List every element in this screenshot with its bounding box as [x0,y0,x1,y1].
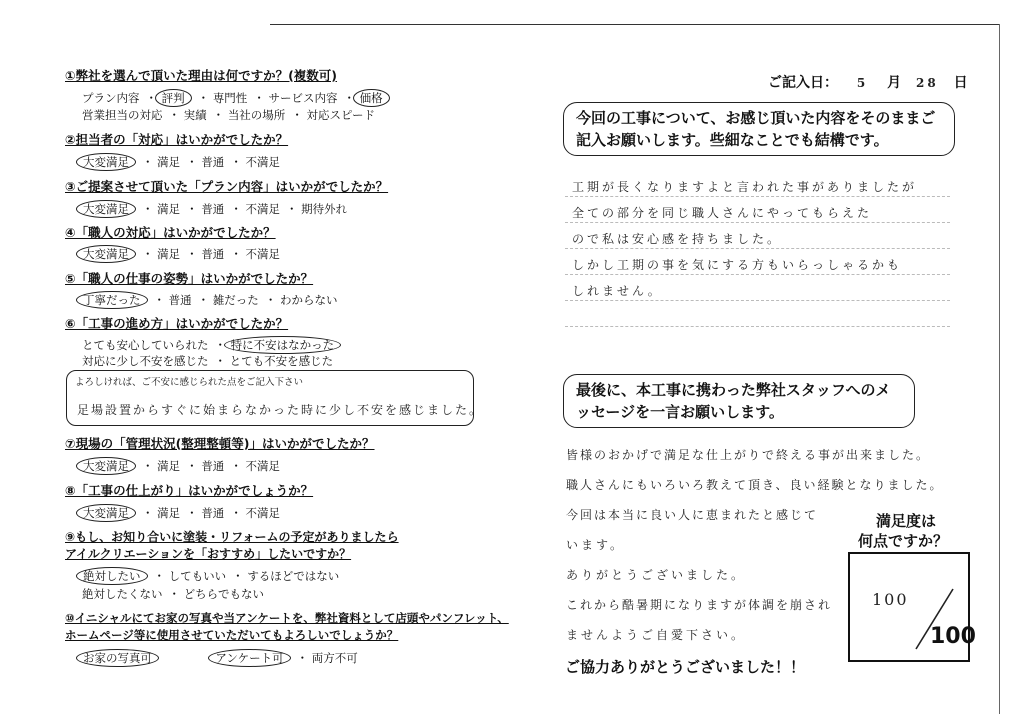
question-6-comment-box [66,370,484,426]
option: 不満足 [245,202,280,216]
question-9-options-row2: 絶対したくない ・ どちらでもない [82,587,265,601]
question-2-options: 大変満足 ・ 満足 ・ 普通 ・ 不満足 [82,154,286,170]
comment-prompt: よろしければ、ご不安に感じられた点をご記入下さい [75,377,304,388]
option-circled: 特に不安はなかった [224,336,342,354]
option-circled: 丁寧だった [76,291,148,309]
message-line-2: 職人さんにもいろいろ教えて頂き、良い経験となりました。 [566,478,944,492]
option: 不満足 [245,155,280,169]
option-circled: 大変満足 [76,153,136,171]
option: 対応に少し不安を感じた [82,354,209,368]
option-circled: 評判 [155,89,192,107]
option: 普通 [201,506,225,520]
message-line-3: 今回は本当に良い人に恵まれたと感じて [566,508,819,522]
score-label-1: 満足度は [876,512,937,530]
option: 両方不可 [311,651,358,665]
question-9-title-line1: ⑨もし、お知り合いに塗装・リフォームの予定がありましたら [65,530,399,544]
question-9-options-row1: 絶対したい ・ してもいい ・ するほどではない [82,568,345,584]
question-4-options: 大変満足 ・ 満足 ・ 普通 ・ 不満足 [82,246,286,262]
message-line-5: ありがとうございました。 [566,568,747,582]
date-day-unit: 日 [953,75,968,91]
option: 対応スピード [306,108,376,122]
question-2-title: ②担当者の「対応」はいかがでしたか？ [65,132,289,147]
option: とても安心していられた [82,338,209,352]
option: 満足 [157,247,181,261]
option: 満足 [157,459,181,473]
option: 不満足 [245,247,280,261]
question-5-title: ⑤「職人の仕事の姿勢」はいかがでしたか？ [65,271,314,286]
score-label-2: 何点ですか？ [858,532,949,550]
question-8-title: ⑧「工事の仕上がり」はいかがでしょうか？ [65,483,314,498]
score-box [848,552,976,662]
message-line-1: 皆様のおかげで満足な仕上がりで終える事が出来ました。 [566,448,931,462]
question-1-options-row2: 営業担当の対応 ・ 実績 ・ 当社の場所 ・ 対応スピード [82,108,376,122]
ruled-line [565,326,950,327]
option: 満足 [157,155,181,169]
option: 満足 [157,506,181,520]
question-1-title: ①弊社を選んで頂いた理由は何ですか？(複数可) [65,68,338,83]
feedback-line-4: しかし工期の事を気にする方もいらっしゃるかも [572,258,903,272]
ruled-line [565,222,950,223]
date-day: 28 [915,76,939,90]
question-10-options: お家の写真可 アンケート可 ・ 両方不可 [82,650,364,666]
question-3-title: ③ご提案させて頂いた「プラン内容」はいかがでしたか？ [65,179,389,194]
option: 普通 [201,202,225,216]
option: 専門性 [212,91,248,105]
option-circled: アンケート可 [208,649,290,667]
question-9-title-line2: アイルクリエーションを「おすすめ」したいですか？ [65,547,352,561]
feedback-line-2: 全ての部分を同じ職人さんにやってもらえた [572,206,873,220]
feedback-prompt-box: 今回の工事について、お感じ頂いた内容をそのままご記入お願いします。些細なことでも結構です。 [563,102,955,156]
option: とても不安を感じた [229,354,334,368]
option: 期待外れ [301,202,348,216]
option: わからない [279,293,338,307]
option-circled: 大変満足 [76,504,136,522]
option-circled: 大変満足 [76,245,136,263]
option: 普通 [201,247,225,261]
option-circled: 大変満足 [76,200,136,218]
question-10-title-line2: ホームページ等に使用させていただいてもよろしいでしょうか？ [65,628,399,642]
ruled-line [565,274,950,275]
question-6-options-row1: とても安心していられた ・ 特に不安はなかった [82,337,347,353]
message-prompt-box: 最後に、本工事に携わった弊社スタッフへのメッセージを一言お願いします。 [563,374,915,428]
question-10-title-line1: ⑩イニシャルにてお家の写真や当アンケートを、弊社資料として店頭やパンフレット、 [65,611,509,625]
option: 雑だった [212,293,259,307]
option-circled: お家の写真可 [76,649,159,667]
option: プラン内容 [82,91,140,105]
question-8-options: 大変満足 ・ 満足 ・ 普通 ・ 不満足 [82,505,286,521]
option: 普通 [168,293,192,307]
option: 不満足 [245,506,280,520]
score-max: 100 [930,624,976,649]
option: 絶対したくない [82,587,163,601]
comment-answer: 足場設置からすぐに始まらなかった時に少し不安を感じました。 [77,403,484,417]
question-6-title: ⑥「工事の進め方」はいかがでしたか？ [65,316,289,331]
message-line-7: ませんようご自愛下さい。 [566,628,747,642]
feedback-line-1: 工期が長くなりますよと言われた事がありましたが [572,180,918,194]
option: するほどではない [247,569,340,583]
question-1-options-row1: プラン内容 ・ 評判 ・ 専門性 ・ サービス内容 ・ 価格 [82,90,396,106]
option: 普通 [201,155,225,169]
feedback-line-5: しれません。 [572,284,663,298]
option: 当社の場所 [227,108,286,122]
option: 不満足 [245,459,280,473]
message-line-4: います。 [566,538,626,552]
option-circled: 絶対したい [76,567,148,585]
score-written: 100 [872,590,909,609]
option: 満足 [157,202,181,216]
date-label: ご記入日： [768,75,838,91]
question-5-options: 丁寧だった ・ 普通 ・ 雑だった ・ わからない [82,292,343,308]
date-month: 5 [856,76,869,90]
top-border-line [270,24,1000,25]
option: 実績 [183,108,207,122]
option-circled: 価格 [353,89,390,107]
ruled-line [565,196,950,197]
question-7-title: ⑦現場の「管理状況(整理整頓等)」はいかがでしたか？ [65,436,375,451]
question-3-options: 大変満足 ・ 満足 ・ 普通 ・ 不満足 ・ 期待外れ [82,201,353,217]
date-month-unit: 月 [887,75,902,91]
ruled-line [565,248,950,249]
option: 普通 [201,459,225,473]
message-line-6: これから酷暑期になりますが体調を崩され [566,598,833,612]
right-edge-line [999,24,1000,714]
option: してもいい [168,569,227,583]
question-4-title: ④「職人の対応」はいかがでしたか？ [65,225,276,240]
question-7-options: 大変満足 ・ 満足 ・ 普通 ・ 不満足 [82,458,286,474]
option: サービス内容 [268,91,338,105]
question-6-options-row2: 対応に少し不安を感じた ・ とても不安を感じた [82,354,334,368]
option-circled: 大変満足 [76,457,136,475]
feedback-line-3: ので私は安心感を持ちました。 [572,232,783,246]
ruled-line [565,300,950,301]
option: どちらでもない [183,587,265,601]
option: 営業担当の対応 [82,108,163,122]
date-field [768,72,968,92]
thanks-text: ご協力ありがとうございました！！ [565,658,806,676]
